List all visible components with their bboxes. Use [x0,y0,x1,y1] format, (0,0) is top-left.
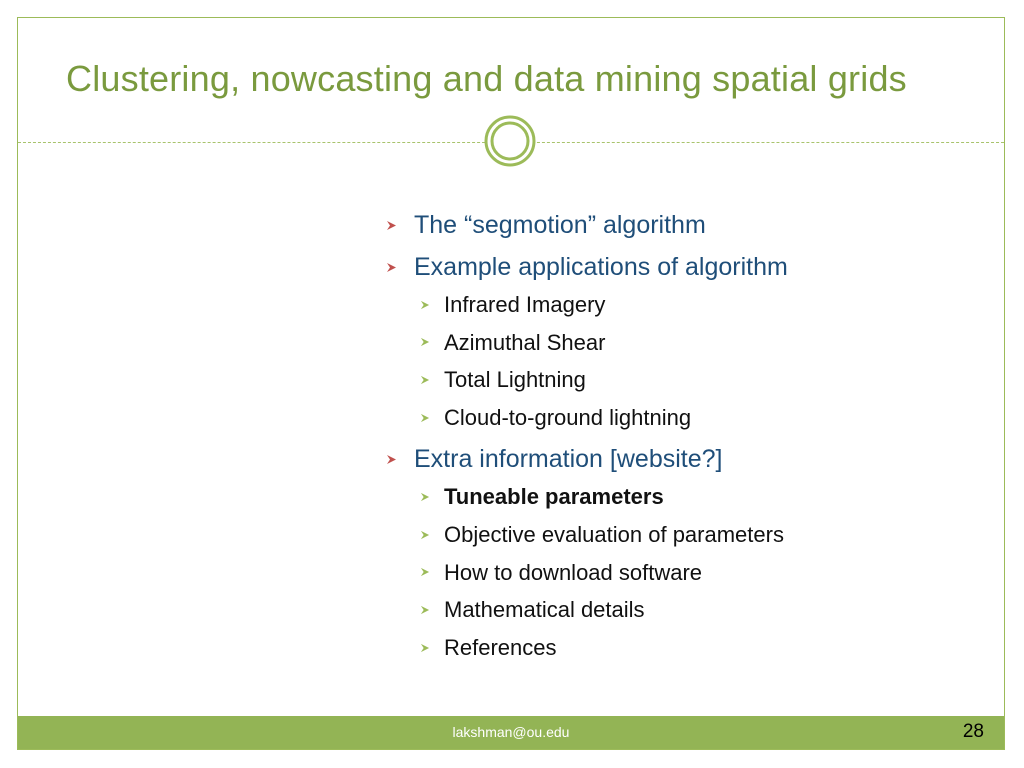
chevron-arrow-icon [420,478,434,516]
bullet-list [384,206,788,666]
chevron-arrow-icon [386,206,400,244]
bullet-text: Example applications of algorithm [414,253,788,281]
chevron-arrow-icon [420,324,434,362]
bullet-text: The “segmotion” algorithm [414,211,706,239]
sub-bullet-item [384,554,788,592]
slide-title: Clustering, nowcasting and data mining spatial grids [66,58,907,99]
sub-bullet-text: Infrared Imagery [444,292,606,317]
chevron-arrow-icon [386,440,400,478]
bullet-item [384,440,788,478]
sub-bullet-text: Mathematical details [444,597,645,623]
sub-bullet-item [384,361,788,399]
sub-bullet-text: Azimuthal Shear [444,329,606,355]
sub-bullet-item [384,516,788,554]
sub-bullet-text: Tuneable parameters [444,484,664,510]
chevron-arrow-icon [420,516,434,554]
chevron-arrow-icon [420,591,434,629]
chevron-arrow-icon [420,399,434,437]
footer-email: lakshman@ou.edu [452,724,570,740]
sub-bullet-item [384,399,788,437]
chevron-arrow-icon [386,248,400,286]
sub-bullet-item [384,478,788,516]
sub-bullet-item [384,324,788,362]
sub-bullet-text: Objective evaluation of parameters [444,521,784,547]
footer-bar [18,716,1004,749]
bullet-item [384,206,788,244]
sub-bullet-item [384,591,788,629]
chevron-arrow-icon [420,629,434,667]
sub-bullet-text: How to download software [444,559,703,585]
bullet-item [384,248,788,286]
page-number: 28 [962,721,984,742]
chevron-arrow-icon [420,361,434,399]
bullet-text: Extra information [website?] [414,445,723,474]
double-circle-icon [484,115,536,167]
chevron-arrow-icon [420,554,434,592]
sub-bullet-item [384,629,788,667]
sub-bullet-item [384,286,788,324]
sub-bullet-text: Total Lightning [444,367,586,393]
sub-bullet-text: References [444,634,557,660]
chevron-arrow-icon [420,286,434,324]
sub-bullet-text: Cloud-to-ground lightning [444,404,692,430]
